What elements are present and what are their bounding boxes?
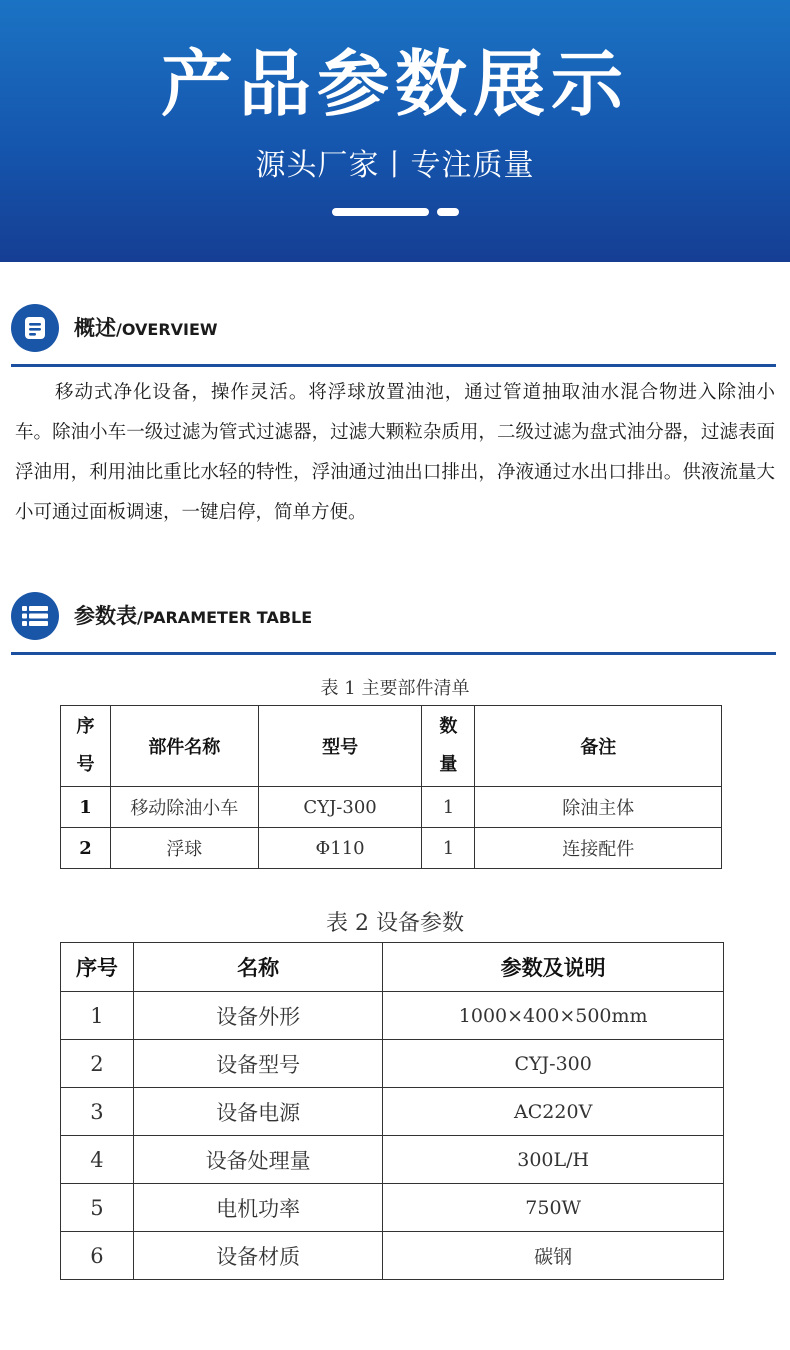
cell-part-name: 移动除油小车 — [110, 787, 258, 828]
cell-quantity: 1 — [422, 828, 475, 869]
col-header-index: 序号 — [61, 706, 111, 787]
cell-index: 1 — [61, 787, 111, 828]
parts-table — [60, 705, 722, 869]
cell-spec: AC220V — [383, 1088, 724, 1136]
cell-remark: 连接配件 — [475, 828, 722, 869]
cell-index: 6 — [61, 1232, 134, 1280]
params-header — [11, 592, 790, 642]
table-row — [61, 1040, 724, 1088]
cell-model: Φ110 — [258, 828, 422, 869]
overview-header — [11, 304, 790, 354]
table-row — [61, 828, 722, 869]
list-icon — [11, 592, 59, 640]
params-title-en: /PARAMETER TABLE — [137, 608, 313, 627]
table-header-row — [61, 706, 722, 787]
hero-banner — [0, 0, 790, 262]
hero-title: 产品参数展示 — [160, 42, 629, 126]
table-row — [61, 787, 722, 828]
cell-spec: 750W — [383, 1184, 724, 1232]
table-header-row — [61, 943, 724, 992]
col-header-spec: 参数及说明 — [383, 943, 724, 992]
cell-spec: 300L/H — [383, 1136, 724, 1184]
params-title — [74, 601, 312, 633]
hero-decor-bar — [332, 208, 429, 216]
table-row — [61, 1136, 724, 1184]
cell-quantity: 1 — [422, 787, 475, 828]
cell-index: 1 — [61, 992, 134, 1040]
cell-name: 设备电源 — [133, 1088, 382, 1136]
cell-name: 电机功率 — [133, 1184, 382, 1232]
overview-title-en: /OVERVIEW — [116, 320, 218, 339]
cell-part-name: 浮球 — [110, 828, 258, 869]
cell-name: 设备材质 — [133, 1232, 382, 1280]
cell-remark: 除油主体 — [475, 787, 722, 828]
specs-table — [60, 942, 724, 1280]
col-header-index: 序号 — [61, 943, 134, 992]
document-icon — [11, 304, 59, 352]
cell-index: 5 — [61, 1184, 134, 1232]
col-header-quantity: 数量 — [422, 706, 475, 787]
params-divider — [11, 652, 776, 655]
table-row — [61, 1088, 724, 1136]
cell-name: 设备外形 — [133, 992, 382, 1040]
table-row — [61, 992, 724, 1040]
params-title-cn: 参数表 — [74, 604, 137, 628]
col-header-part-name: 部件名称 — [110, 706, 258, 787]
overview-text: 移动式净化设备，操作灵活。将浮球放置油池，通过管道抽取油水混合物进入除油小车。除油小车一级过滤为管式过滤器，过滤大颗粒杂质用，二级过滤为盘式油分器，过滤表面浮油用，利用油比重比水轻的特性，浮油通过油出口排出，净液通过水出口排出。供液流量大小可通过面板调速，一键启停，简单方便。 — [15, 382, 775, 523]
col-header-model: 型号 — [258, 706, 422, 787]
cell-index: 2 — [61, 1040, 134, 1088]
table-row — [61, 1184, 724, 1232]
col-header-remark: 备注 — [475, 706, 722, 787]
cell-index: 4 — [61, 1136, 134, 1184]
hero-decor-dot — [437, 208, 459, 216]
col-header-name: 名称 — [133, 943, 382, 992]
table-row — [61, 1232, 724, 1280]
overview-title-cn: 概述 — [74, 316, 116, 340]
table1-caption: 表 1 主要部件清单 — [320, 678, 470, 699]
cell-name: 设备处理量 — [133, 1136, 382, 1184]
cell-index: 3 — [61, 1088, 134, 1136]
hero-subtitle: 源头厂家丨专注质量 — [255, 148, 535, 183]
table2-caption: 表 2 设备参数 — [326, 911, 464, 936]
cell-index: 2 — [61, 828, 111, 869]
cell-model: CYJ-300 — [258, 787, 422, 828]
overview-divider — [11, 364, 776, 367]
overview-title — [74, 313, 218, 345]
cell-spec: CYJ-300 — [383, 1040, 724, 1088]
cell-name: 设备型号 — [133, 1040, 382, 1088]
cell-spec: 1000×400×500mm — [383, 992, 724, 1040]
cell-spec: 碳钢 — [383, 1232, 724, 1280]
